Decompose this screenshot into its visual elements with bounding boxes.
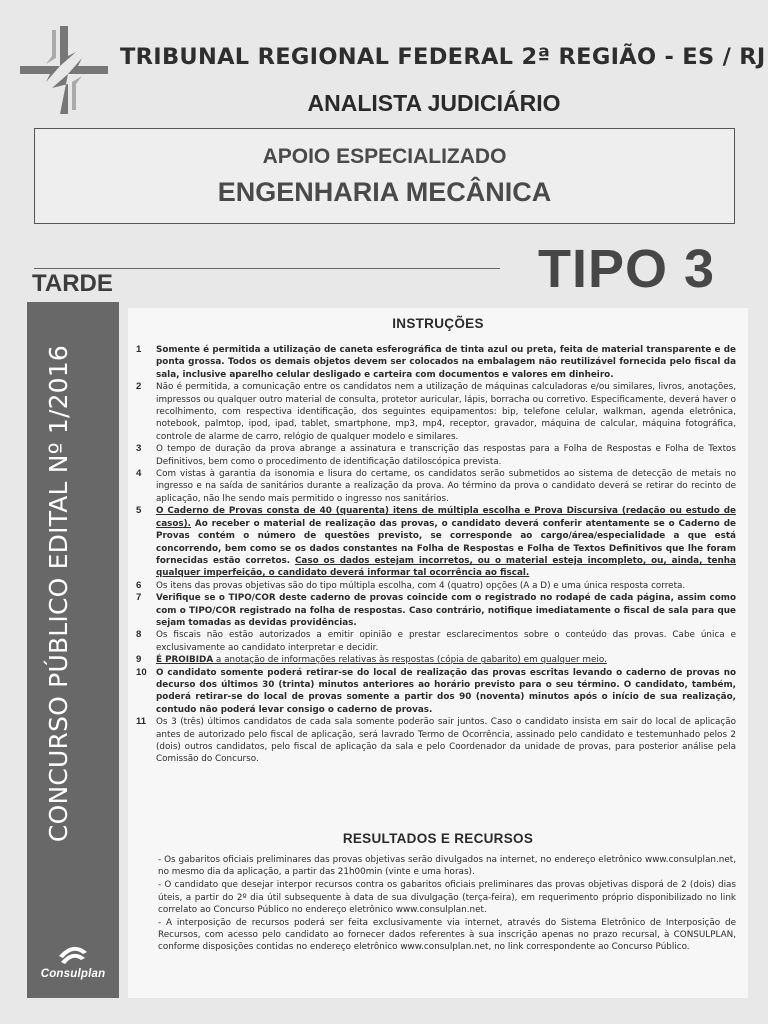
instructions-list bbox=[136, 344, 736, 766]
instruction-text: Os 3 (três) últimos candidatos de cada sala somente poderão sair juntos. Caso o candidato insista em sair do local de aplicação antes de autorizado pelo fiscal de aplicação, será lavrado Termo de Ocorrência, assinado pelo candidato e testemunhado pelos 2 (dois) outros candidatos, pelo fiscal de aplicação da sala e pelo Coordenador da unidade de provas, para posterior análise pela Comissão do Concurso. bbox=[156, 717, 736, 765]
instruction-text: Verifique se o TIPO/COR deste caderno de provas coincide com o registrado no rodapé de cada página, assim como com o TIPO/COR registrado na folha de respostas. Caso contrário, notifique imediatamente o fiscal de sala para que sejam tomadas as devidas providências. bbox=[156, 593, 736, 628]
consulplan-logo-icon bbox=[53, 942, 93, 966]
instruction-number: 4 bbox=[136, 468, 142, 480]
instruction-item bbox=[136, 468, 736, 505]
instruction-item bbox=[136, 505, 736, 579]
instruction-number: 7 bbox=[136, 592, 142, 604]
specialty-box bbox=[34, 128, 735, 224]
instruction-text: Não é permitida, a comunicação entre os candidatos nem a utilização de máquinas calculadoras e/ou similares, livros, anotações, impressos ou qualquer outro material de consulta, protetor auricular, lápis, borracha ou corretivo. Especificamente, deverá haver o recolhimento, com respectiva identificação, dos seguintes equipamentos: bip, telefone celular, walkman, agenda eletrônica, notebook, palmtop, ipod, ipad, tablet, smartphone, mp3, mp4, receptor, gravador, máquina de calcular, máquina fotográfica, controle de alarme de carro, relógio de qualquer modelo e similares. bbox=[156, 382, 736, 442]
court-logo-icon bbox=[16, 22, 112, 118]
instruction-number: 2 bbox=[136, 381, 142, 393]
instructions-title: INSTRUÇÕES bbox=[392, 316, 484, 331]
instruction-text: Os fiscais não estão autorizados a emitir opinião e prestar esclarecimentos sobre o conteúdo das provas. Cabe única e exclusivamente ao candidato interpretar e decidir. bbox=[156, 630, 736, 653]
instructions-panel bbox=[128, 308, 748, 998]
instruction-item bbox=[136, 629, 736, 654]
instruction-number: 3 bbox=[136, 443, 142, 455]
court-title: TRIBUNAL REGIONAL FEDERAL 2ª REGIÃO - ES / RJ bbox=[120, 44, 766, 70]
instruction-text-underlined-end: Caso os dados estejam incorretos, ou o material esteja incompleto, ou, ainda, tenha qualquer imperfeição, o candidato deverá informar tal ocorrência ao fiscal. bbox=[156, 555, 736, 579]
instruction-text-body: Ao receber o material de realização das provas, o candidato deverá conferir atentamente se o Caderno de Provas contém o número de questões previsto, se corresponde ao cargo/área/especialidade a que está concorrendo, bem como se os dados constantes na Folha de Respostas e Folha de Textos Definitivos que lhe foram fornecidas estão corretos. bbox=[156, 518, 736, 566]
instruction-text: Com vistas à garantia da isonomia e lisura do certame, os candidatos serão submetidos ao sistema de detecção de metais no ingresso e na saída de sanitários durante a realização da prova. Ao término da prova o candidato deverá se retirar do recinto de aplicação, não lhe sendo mais permitido o ingresso nos sanitários. bbox=[156, 469, 736, 504]
instruction-item bbox=[136, 580, 736, 592]
instruction-text bbox=[156, 505, 736, 579]
instruction-item bbox=[136, 443, 736, 468]
instruction-text: O candidato somente poderá retirar-se do local de realização das provas escritas levando o caderno de provas no decurso dos últimos 30 (trinta) minutos anteriores ao horário previsto para o seu término. O candidato, também, poderá retirar-se do local de provas somente a partir dos 90 (noventa) minutos após o início de sua realização, contudo não poderá levar consigo o caderno de provas. bbox=[156, 667, 736, 715]
instruction-text: Os itens das provas objetivas são do tipo múltipla escolha, com 4 (quatro) opções (A a D) e uma única resposta correta. bbox=[156, 580, 686, 591]
instruction-text bbox=[156, 654, 736, 666]
instruction-number: 5 bbox=[136, 505, 142, 517]
sidebar-band bbox=[27, 302, 119, 998]
instruction-item bbox=[136, 381, 736, 443]
instruction-item bbox=[136, 654, 736, 666]
job-role-title: ANALISTA JUDICIÁRIO bbox=[307, 90, 561, 116]
instruction-text-underlined: O Caderno de Provas consta de 40 (quarenta) itens de múltipla escolha e Prova Discursiva (redação ou estudo de casos). bbox=[156, 506, 736, 529]
instruction-text: Somente é permitida a utilização de caneta esferográfica de tinta azul ou preta, feita de material transparente e de ponta grossa. Todos os demais objetos devem ser colocados na embalagem não reutilizável fornecida pelo fiscal da sala, inclusive aparelho celular desligado e carteira com documentos e valores em dinheiro. bbox=[156, 345, 736, 380]
instruction-text-bold: É PROIBIDA bbox=[156, 655, 214, 666]
exam-period-label: TARDE bbox=[32, 270, 113, 297]
instruction-text: O tempo de duração da prova abrange a assinatura e transcrição das respostas para a Folha de Respostas e Folha de Textos Definitivos, bem como o procedimento de identificação datiloscópica prevista. bbox=[156, 444, 736, 467]
instruction-number: 10 bbox=[136, 666, 147, 678]
results-title: RESULTADOS E RECURSOS bbox=[342, 831, 534, 846]
instruction-item bbox=[136, 592, 736, 629]
specialty-subtitle: APOIO ESPECIALIZADO bbox=[262, 145, 507, 168]
instruction-number: 9 bbox=[136, 654, 142, 666]
instruction-number: 11 bbox=[136, 716, 147, 728]
instruction-text-body: a anotação de informações relativas às respostas (cópia de gabarito) em qualquer meio. bbox=[213, 655, 607, 666]
divider-line bbox=[34, 268, 500, 269]
exam-type-label: TIPO 3 bbox=[538, 239, 716, 299]
instruction-number: 6 bbox=[136, 579, 142, 591]
specialty-title: ENGENHARIA MECÂNICA bbox=[217, 177, 552, 207]
instruction-item bbox=[136, 344, 736, 381]
instruction-item bbox=[136, 716, 736, 766]
results-section bbox=[158, 854, 736, 955]
results-paragraph: - O candidato que desejar interpor recursos contra os gabaritos oficiais preliminares das provas objetivas disporá de 2 (dois) dias úteis, a partir do 2º dia útil subsequente à data de sua divulgação (terça-feira), em requerimento próprio disponibilizado no link correlato ao Concurso Público no endereço eletrônico www.consulplan.net. bbox=[158, 880, 736, 915]
brand-name: Consulplan bbox=[40, 968, 106, 980]
instruction-number: 1 bbox=[136, 344, 142, 355]
instruction-number: 8 bbox=[136, 629, 142, 641]
sidebar-vertical-text: CONCURSO PÚBLICO EDITAL Nº 1/2016 bbox=[44, 345, 73, 843]
results-paragraph: - A interposição de recursos poderá ser feita exclusivamente via internet, através do Sistema Eletrônico de Interposição de Recursos, com acesso pelo candidato ao fornecer dados referentes à sua inscrição apenas no prazo recursal, à CONSULPLAN, conforme disposições contidas no endereço eletrônico www.consulplan.net, no link correspondente ao Concurso Público. bbox=[158, 918, 736, 953]
results-paragraph: - Os gabaritos oficiais preliminares das provas objetivas serão divulgados na internet, no endereço eletrônico www.consulplan.net, no mesmo dia da aplicação, a partir das 21h00min (vinte e uma horas). bbox=[158, 855, 736, 878]
instruction-item bbox=[136, 667, 736, 717]
sidebar-brand bbox=[30, 942, 116, 980]
